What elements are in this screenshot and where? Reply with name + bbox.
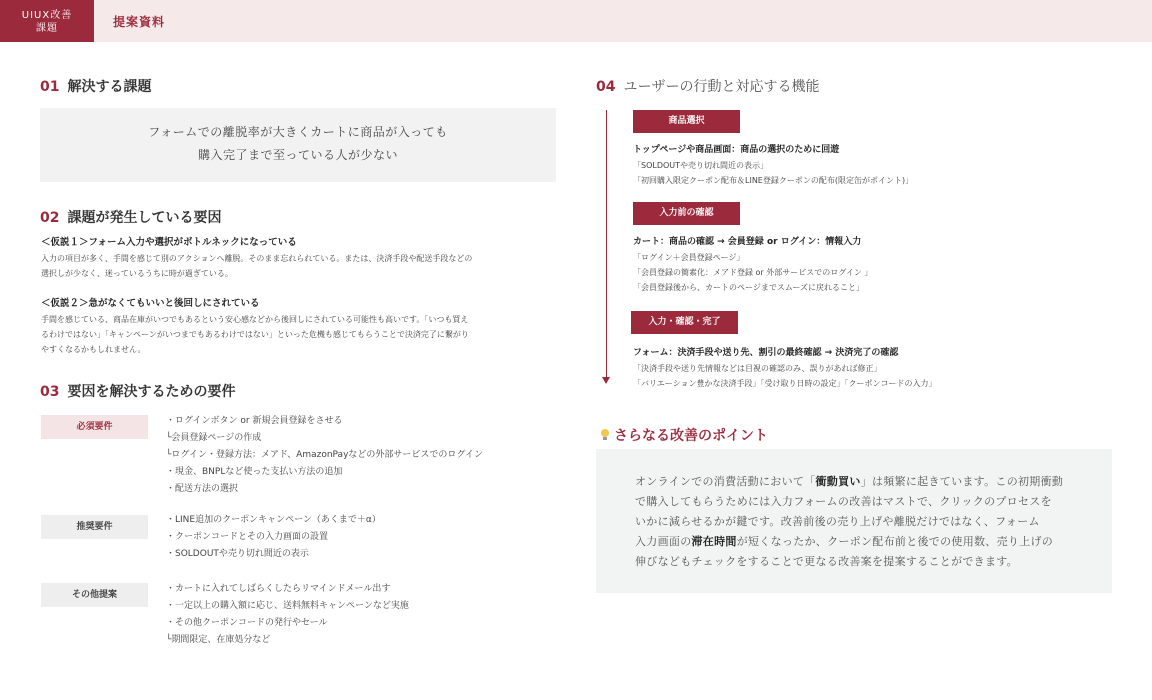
section-04-label: ユーザーの行動と対応する機能 xyxy=(623,79,820,95)
step-tag-product-selection: 商品選択 xyxy=(633,110,740,133)
header-badge-line2: 課題 xyxy=(36,23,58,34)
section-02-label: 課題が発生している要因 xyxy=(67,210,222,226)
section-02-title xyxy=(40,207,221,227)
hypothesis-1-body xyxy=(41,251,531,281)
hypothesis-2-title: ＜仮説２＞急がなくてもいいと後回しにされている xyxy=(41,298,260,309)
section-02-number: 02 xyxy=(40,210,60,226)
step-1-text xyxy=(633,142,1103,188)
section-04-title xyxy=(596,76,819,96)
list-item: ・LINE追加のクーポンキャンペーン（あくまで＋α） xyxy=(166,515,381,525)
header-bar xyxy=(0,0,1152,42)
requirement-tag-recommended: 推奨要件 xyxy=(41,515,148,539)
list-item: ・クーポンコードとその入力画面の設置 xyxy=(166,532,329,542)
list-item: ・SOLDOUTや売り切れ間近の表示 xyxy=(166,549,309,559)
section-01-label: 解決する課題 xyxy=(67,79,152,95)
section-01-title xyxy=(40,76,151,96)
requirement-list-other xyxy=(166,581,409,649)
list-item: ・一定以上の購入額に応じ、送料無料キャンペーンなど実施 xyxy=(166,601,409,611)
step-2-line: 「会員登録の簡素化：メアド登録 or 外部サービスでのログイン 」 xyxy=(633,268,873,277)
section-03-label: 要因を解決するための要件 xyxy=(67,384,236,400)
further-text: 」は頻繁に起きています。この初期衝動 xyxy=(860,475,1064,488)
hypothesis-1 xyxy=(41,234,531,281)
step-tag-pre-input-check: 入力前の確認 xyxy=(633,202,740,225)
problem-line-2: 購入完了まで至っている人が少ない xyxy=(197,148,398,162)
further-title xyxy=(600,425,768,445)
step-2-line: 「会員登録後から、カートのページまでスムーズに戻れること」 xyxy=(633,283,865,292)
step-2-line: 「ログイン＋会員登録ページ」 xyxy=(633,253,745,262)
list-item: ・その他クーポンコードの発行やセール xyxy=(166,618,328,628)
section-04-number: 04 xyxy=(596,79,616,95)
lightbulb-icon xyxy=(600,429,610,441)
step-1-line: 「SOLDOUTや売り切れ間近の表示」 xyxy=(633,161,769,170)
section-03-number: 03 xyxy=(40,384,60,400)
further-text: オンラインでの消費活動において「 xyxy=(635,475,816,488)
further-title-text: さらなる改善のポイント xyxy=(614,428,768,444)
step-3-line: 「決済手段や送り先情報などは目視の確認のみ、誤りがあれば修正」 xyxy=(633,364,882,373)
flow-line xyxy=(606,110,607,380)
hypothesis-2-line: るわけではない」「キャンペーンがいつまでもあるわけではない」といった危機も感じてもらうことで決済完了に繋がり xyxy=(41,330,469,339)
further-line-2: で購入してもらうためには入力フォームの改善はマストで、クリックのプロセスを xyxy=(635,495,1052,508)
section-01-number: 01 xyxy=(40,79,60,95)
further-emphasis: 滞在時間 xyxy=(691,535,737,548)
list-item: ・カートに入れてしばらくしたらリマインドメール出す xyxy=(166,584,391,594)
hypothesis-2-body xyxy=(41,312,531,357)
step-3-line: 「バリエーション豊かな決済手段」「受け取り日時の設定」「クーポンコードの入力」 xyxy=(633,379,937,388)
step-3-heading: フォーム：決済手段や送り先、割引の最終確認 → 決済完了の確認 xyxy=(633,348,899,358)
step-1-line: 「初回購入限定クーポン配布＆LINE登録クーポンの配布(限定缶がポイント)」 xyxy=(633,176,914,185)
arrow-down-icon xyxy=(602,377,610,384)
hypothesis-1-line: 入力の項目が多く、手間を感じて別のアクションへ離脱。そのまま忘れられている。または、決済手段や配送手段などの xyxy=(41,254,473,263)
hypothesis-2 xyxy=(41,295,531,357)
header-title: 提案資料 xyxy=(113,15,166,29)
further-text: 入力画面の xyxy=(635,535,692,548)
step-tag-input-confirm-complete: 入力・確認・完了 xyxy=(631,311,738,334)
step-3-text xyxy=(633,345,1103,391)
requirement-tag-required: 必須要件 xyxy=(41,415,148,439)
hypothesis-2-line: 手間を感じている、商品在庫がいつでもあるという安心感などから後回しにされている可能性も高いです。「いつも買え xyxy=(41,315,469,324)
list-item: ・ログインボタン or 新規会員登録をさせる xyxy=(166,416,343,426)
hypothesis-2-line: やすくなるかもしれません。 xyxy=(41,345,146,354)
requirement-list-recommended xyxy=(166,512,381,563)
list-item: └期間限定、在庫処分など xyxy=(166,635,271,645)
problem-line-1: フォームでの離脱率が大きくカートに商品が入っても xyxy=(148,125,448,139)
requirement-tag-other: その他提案 xyxy=(41,583,148,607)
header-badge xyxy=(0,0,94,42)
step-2-heading: カート：商品の確認 → 会員登録 or ログイン：情報入力 xyxy=(633,237,862,247)
list-item: ・現金、BNPLなど使った支払い方法の追加 xyxy=(166,467,343,477)
hypothesis-1-title: ＜仮説１＞フォーム入力や選択がボトルネックになっている xyxy=(41,237,297,248)
further-line-3: いかに減らせるかが鍵です。改善前後の売り上げや離脱だけではなく、フォーム xyxy=(635,515,1040,528)
list-item: └ログイン・登録方法：メアド、AmazonPayなどの外部サービスでのログイン xyxy=(166,450,483,460)
requirement-list-required xyxy=(166,413,483,498)
further-line-4 xyxy=(635,532,1092,552)
further-box xyxy=(596,449,1112,593)
header-badge-line1: UIUX改善 xyxy=(21,10,73,21)
problem-box xyxy=(40,108,556,182)
step-1-heading: トップページや商品画面：商品の選択のために回遊 xyxy=(633,145,840,155)
step-2-text xyxy=(633,234,1103,295)
list-item: └会員登録ページの作成 xyxy=(166,433,262,443)
further-line-5: 伸びなどもチェックをすることで更なる改善案を提案することができます。 xyxy=(635,555,1018,568)
section-03-title xyxy=(40,381,235,401)
list-item: ・配送方法の選択 xyxy=(166,484,239,494)
further-emphasis: 衝動買い xyxy=(815,475,861,488)
hypothesis-1-line: 選択しが少なく、迷っているうちに時が過ぎている。 xyxy=(41,269,233,278)
further-text: が短くなったか、クーポン配布前と後での使用数、売り上げの xyxy=(736,535,1054,548)
further-line-1 xyxy=(635,472,1092,492)
